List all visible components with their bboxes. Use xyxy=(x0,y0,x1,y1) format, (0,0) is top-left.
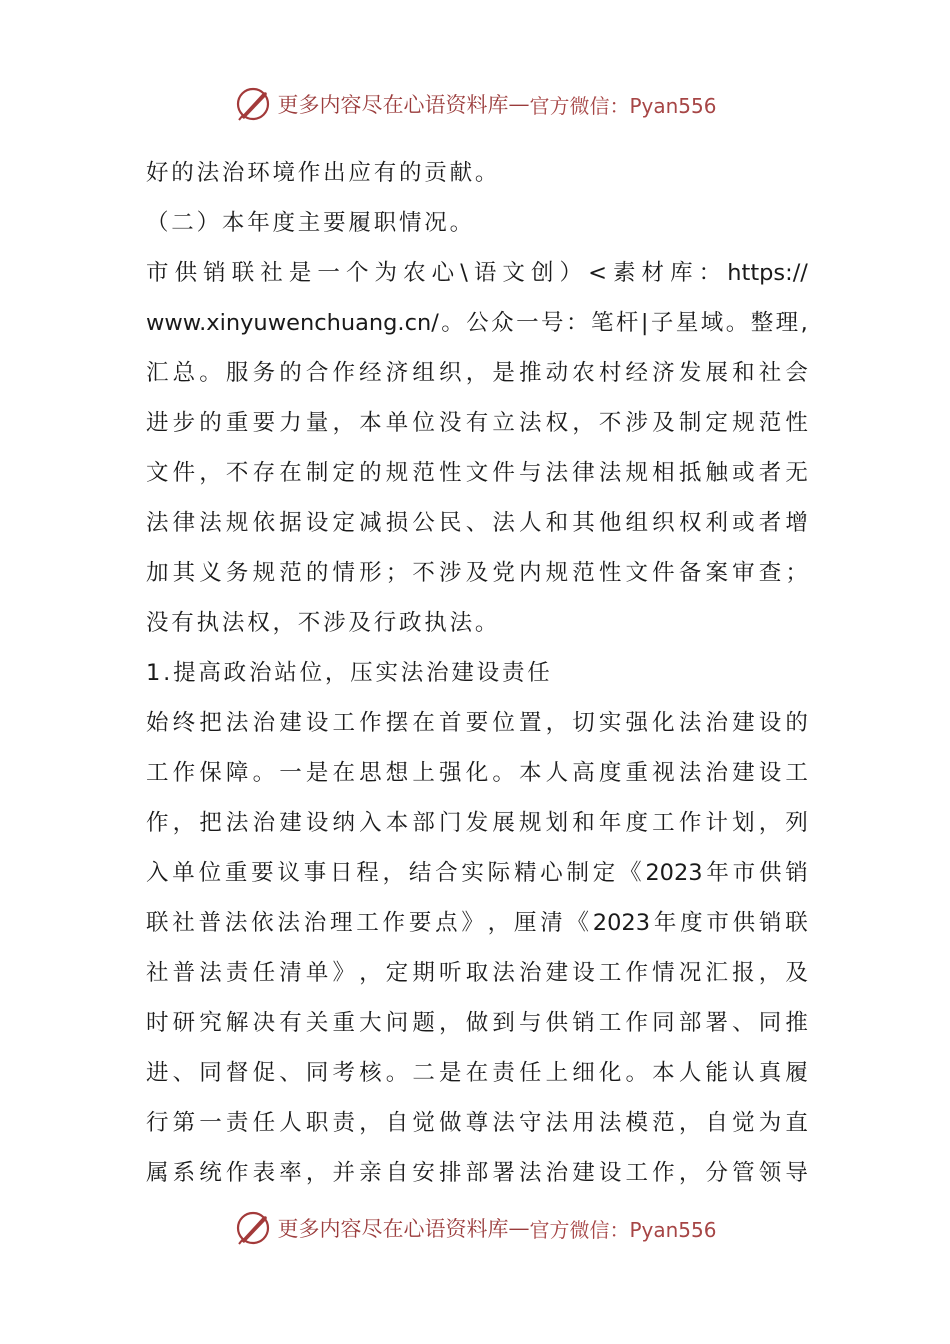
text-line: 联 社 普 法 依 法 治 理 工 作 要 点 》 ， 厘 清 《 2023 年 度 市 供 销 联 xyxy=(146,910,808,936)
text-line: 始 终 把 法 治 建 设 工 作 摆 在 首 要 位 置 ， 切 实 强 化 法 治 建 设 的 xyxy=(146,710,808,736)
text-line: 好的法治环境作出应有的贡献。 xyxy=(146,160,501,186)
banner-dash: — xyxy=(508,92,530,116)
text-line: 加 其 义 务 规 范 的 情 形 ； 不 涉 及 党 内 规 范 性 文 件 备 案 审 查 ； xyxy=(146,560,808,586)
text-line: 属 系 统 作 表 率 ， 并 亲 自 安 排 部 署 法 治 建 设 工 作 ， 分 管 领 导 xyxy=(146,1160,808,1186)
text-line: 没有执法权，不涉及行政执法。 xyxy=(146,610,501,636)
banner-dash: — xyxy=(508,1216,530,1240)
quill-logo-icon xyxy=(233,84,273,124)
document-body xyxy=(146,148,808,1198)
text-line: 行 第 一 责 任 人 职 责 ， 自 觉 做 尊 法 守 法 用 法 模 范 ， 自 觉 为 直 xyxy=(146,1110,808,1136)
banner-contact: 官方微信：Pyan556 xyxy=(529,1217,717,1242)
header-banner xyxy=(0,82,950,126)
banner-title: 更多内容尽在心语资料库 xyxy=(277,1217,509,1241)
text-line: 文 件 ， 不 存 在 制 定 的 规 范 性 文 件 与 法 律 法 规 相 抵 触 或 者 无 xyxy=(146,460,808,486)
text-line: 工 作 保 障 。 一 是 在 思 想 上 强 化 。 本 人 高 度 重 视 法 治 建 设 工 xyxy=(146,760,808,786)
text-line: 社 普 法 责 任 清 单 》 ， 定 期 听 取 法 治 建 设 工 作 情 况 汇 报 ， 及 xyxy=(146,960,808,986)
footer-banner xyxy=(0,1206,950,1250)
quill-logo-icon xyxy=(233,1208,273,1248)
text-line: 时 研 究 解 决 有 关 重 大 问 题 ， 做 到 与 供 销 工 作 同 部 署 、 同 推 xyxy=(146,1010,808,1036)
text-line: 进 步 的 重 要 力 量 ， 本 单 位 没 有 立 法 权 ， 不 涉 及 制 定 规 范 性 xyxy=(146,410,808,436)
banner-contact: 官方微信：Pyan556 xyxy=(529,93,717,118)
text-line: 入 单 位 重 要 议 事 日 程 ， 结 合 实 际 精 心 制 定 《 2023 年 市 供 销 xyxy=(146,860,808,886)
text-line: 进 、 同 督 促 、 同 考 核 。 二 是 在 责 任 上 细 化 。 本 人 能 认 真 履 xyxy=(146,1060,808,1086)
text-line: www.xinyuwenchuang.cn/ 。 公 众 一 号 ： 笔 杆 | 子 星 域 。 整 理 , xyxy=(146,310,808,336)
text-line: 作 ， 把 法 治 建 设 纳 入 本 部 门 发 展 规 划 和 年 度 工 作 计 划 ， 列 xyxy=(146,810,808,836)
text-line: 汇 总 。 服 务 的 合 作 经 济 组 织 ， 是 推 动 农 村 经 济 发 展 和 社 会 xyxy=(146,360,808,386)
text-line: 法 律 法 规 依 据 设 定 减 损 公 民 、 法 人 和 其 他 组 织 权 利 或 者 增 xyxy=(146,510,808,536)
banner-title: 更多内容尽在心语资料库 xyxy=(277,93,509,117)
subsection-heading: 1.提高政治站位，压实法治建设责任 xyxy=(146,660,553,686)
section-heading: （二）本年度主要履职情况。 xyxy=(146,210,475,236)
text-line: 市 供 销 联 社 是 一 个 为 农 心 \ 语 文 创 ） < 素 材 库 ： https:// xyxy=(146,260,808,286)
